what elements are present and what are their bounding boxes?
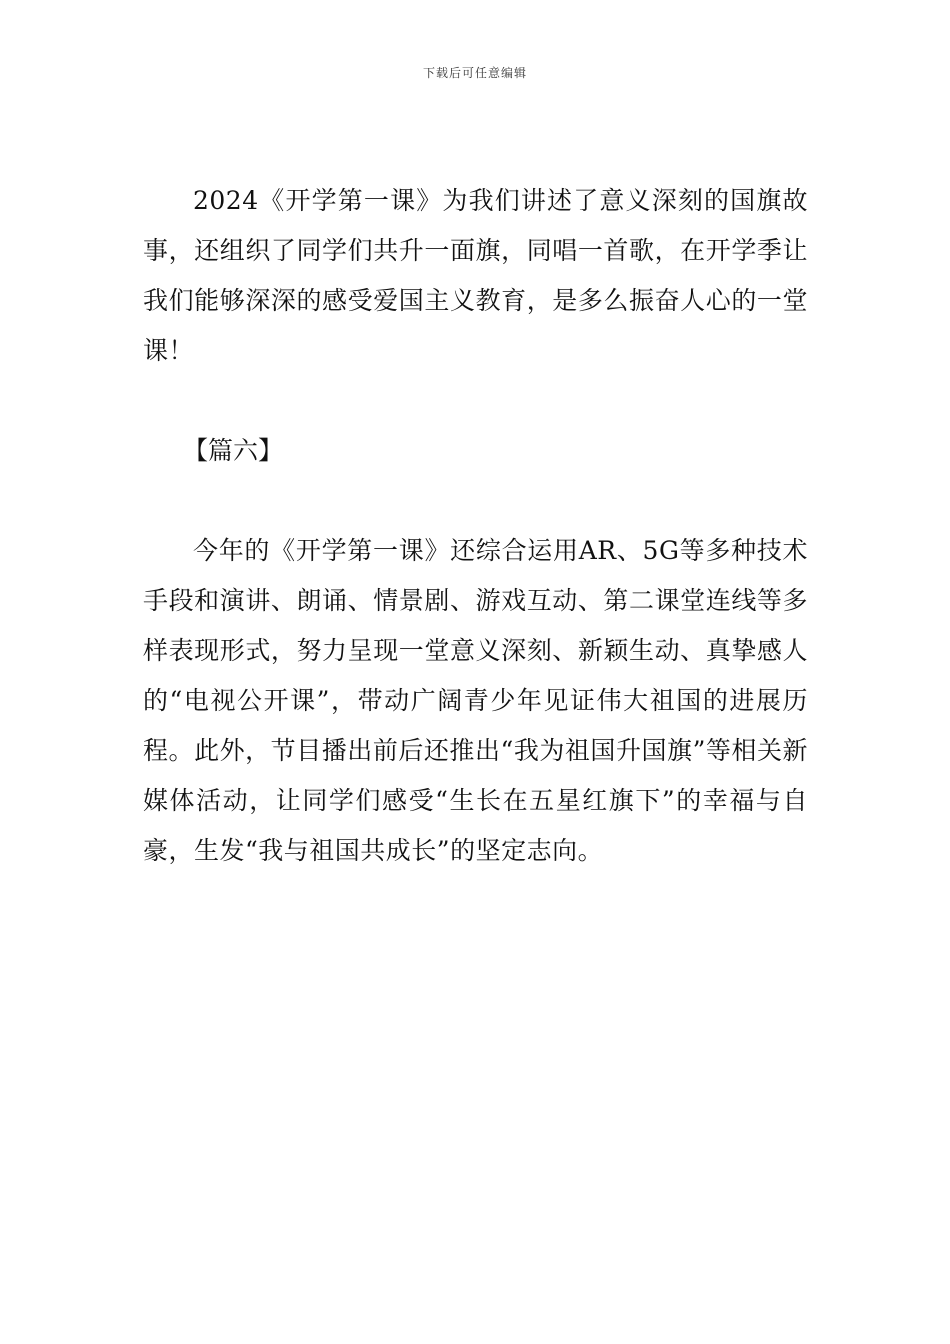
page-header: 下载后可任意编辑 [422,66,527,80]
document-body [143,176,808,876]
spacer [143,376,808,426]
paragraph-1: 2024《开学第一课》为我们讲述了意义深刻的国旗故事，还组织了同学们共升一面旗，同唱一首歌，在开学季让我们能够深深的感受爱国主义教育，是多么振奋人心的一堂课！ [143,186,808,365]
paragraph-2: 今年的《开学第一课》还综合运用AR、5G等多种技术手段和演讲、朗诵、情景剧、游戏互动、第二课堂连线等多样表现形式，努力呈现一堂意义深刻、新颖生动、真挚感人的“电视公开课”，带动广阔青少年见证伟大祖国的进展历程。此外，节目播出前后还推出“我为祖国升国旗”等相关新媒体活动，让同学们感受“生长在五星红旗下”的幸福与自豪，生发“我与祖国共成长”的坚定志向。 [143,536,808,865]
spacer [143,476,808,526]
section-title: 【篇六】 [183,436,284,465]
